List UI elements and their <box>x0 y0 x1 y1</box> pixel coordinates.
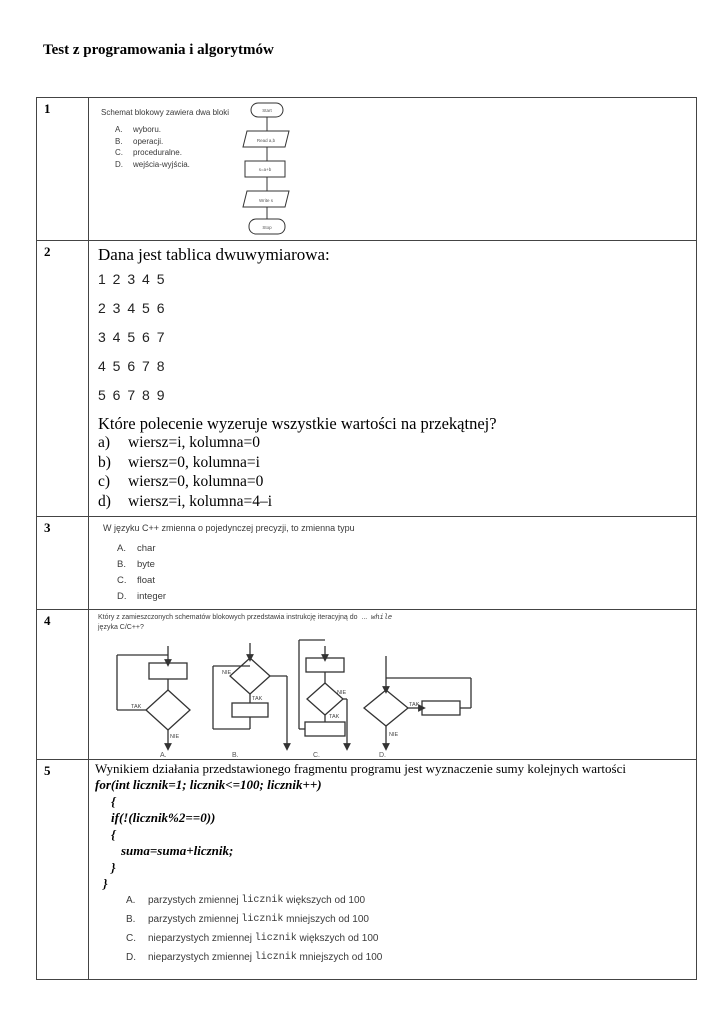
array-table <box>98 271 165 416</box>
option-c[interactable]: c) wiersz=0, kolumna=0 <box>98 473 264 490</box>
option-d[interactable]: D. integer <box>117 591 167 602</box>
label-nie: NIE <box>170 734 180 740</box>
question-row-1 <box>37 98 697 241</box>
question-2-intro: Dana jest tablica dwuwymiarowa: <box>98 245 330 264</box>
option-c[interactable]: C. nieparzystych zmiennej licznik większych od 100 <box>126 933 379 944</box>
question-row-2 <box>37 241 697 517</box>
code-line: for(int licznik=1; licznik<=100; licznik++) <box>95 777 322 792</box>
question-number: 4 <box>37 610 89 760</box>
option-a[interactable]: A. char <box>117 543 156 554</box>
label-nie: NIE <box>222 670 232 676</box>
page-title: Test z programowania i algorytmów <box>43 42 274 58</box>
question-5-options <box>126 891 382 967</box>
code-line: suma=suma+licznik; <box>121 843 234 858</box>
question-1-content <box>89 98 696 240</box>
code-line: if(!(licznik%2==0)) <box>111 810 216 825</box>
option-c[interactable]: C. float <box>117 575 155 586</box>
question-4-content <box>89 610 696 759</box>
question-3-text: W języku C++ zmienna o pojedynczej precyzji, to zmienna typu <box>103 523 355 533</box>
label-tak: TAK <box>131 704 142 710</box>
flowchart-q1 <box>239 100 299 240</box>
question-3-options <box>117 541 166 605</box>
option-a[interactable]: a) wiersz=i, kolumna=0 <box>98 434 260 451</box>
question-row-3 <box>37 517 697 610</box>
option-b[interactable]: b) wiersz=0, kolumna=i <box>98 453 260 471</box>
question-1-options <box>115 124 190 170</box>
option-label-c: C. <box>313 752 320 759</box>
array-row: 5 6 7 8 9 <box>98 387 165 403</box>
questions-table <box>36 97 697 980</box>
option-label-d: D. <box>379 752 386 759</box>
code-line: { <box>111 826 116 842</box>
question-1-text: Schemat blokowy zawiera dwa bloki <box>101 108 230 117</box>
question-2-content <box>89 241 696 516</box>
question-4-text: Który z zamieszczonych schematów blokowych przedstawia instrukcję iteracyjną do ... while języka C/C++? <box>98 614 393 631</box>
question-number: 2 <box>37 241 89 517</box>
question-row-5 <box>37 760 697 980</box>
svg-text:Start: Start <box>262 108 272 113</box>
array-row: 3 4 5 6 7 <box>98 329 165 345</box>
option-d[interactable]: d) wiersz=i, kolumna=4–i <box>98 492 273 510</box>
label-tak: TAK <box>252 696 263 702</box>
option-label-b: B. <box>232 752 239 759</box>
question-number: 1 <box>37 98 89 241</box>
option-b[interactable]: B. byte <box>117 559 155 570</box>
flowchart-b[interactable] <box>213 643 287 747</box>
array-row: 2 3 4 5 6 <box>98 300 165 316</box>
svg-text:Read a,b: Read a,b <box>256 138 276 143</box>
question-row-4 <box>37 610 697 760</box>
option-a[interactable]: A. wyboru. <box>115 125 162 134</box>
svg-text:Write s: Write s <box>259 198 273 203</box>
label-nie: NIE <box>337 690 347 696</box>
code-line: } <box>111 859 116 875</box>
question-2-text: Które polecenie wyzeruje wszystkie wartości na przekątnej? <box>98 414 497 433</box>
question-5-text: Wynikiem działania przedstawionego fragmentu programu jest wyznaczenie sumy kolejnych wartości <box>95 761 626 776</box>
while-keyword: while <box>371 614 393 622</box>
flowcharts-q4 <box>89 610 489 759</box>
code-line: } <box>103 876 108 891</box>
option-a[interactable]: A. parzystych zmiennej licznik większych od 100 <box>126 895 366 906</box>
question-3-content <box>89 517 696 609</box>
label-tak: TAK <box>409 702 420 708</box>
array-row: 4 5 6 7 8 <box>98 358 165 374</box>
flowchart-a[interactable] <box>117 646 190 747</box>
question-number: 5 <box>37 760 89 980</box>
option-c[interactable]: C. proceduralne. <box>115 148 182 157</box>
code-line: { <box>111 793 116 809</box>
question-2-options <box>98 433 272 511</box>
option-b[interactable]: B. operacji. <box>115 136 164 146</box>
svg-text:Stop: Stop <box>262 225 272 230</box>
question-5-content <box>89 760 696 979</box>
code-snippet <box>95 777 322 893</box>
option-d[interactable]: D. wejścia-wyjścia. <box>115 159 190 169</box>
question-number: 3 <box>37 517 89 610</box>
option-label-a: A. <box>160 752 167 759</box>
option-d[interactable]: D. nieparzystych zmiennej licznik mniejszych od 100 <box>126 952 383 963</box>
svg-text:s=a+b: s=a+b <box>258 167 272 172</box>
label-tak: TAK <box>329 714 340 720</box>
label-nie: NIE <box>389 732 399 738</box>
option-b[interactable]: B. parzystych zmiennej licznik mniejszych od 100 <box>126 914 369 925</box>
array-row: 1 2 3 4 5 <box>98 271 165 287</box>
